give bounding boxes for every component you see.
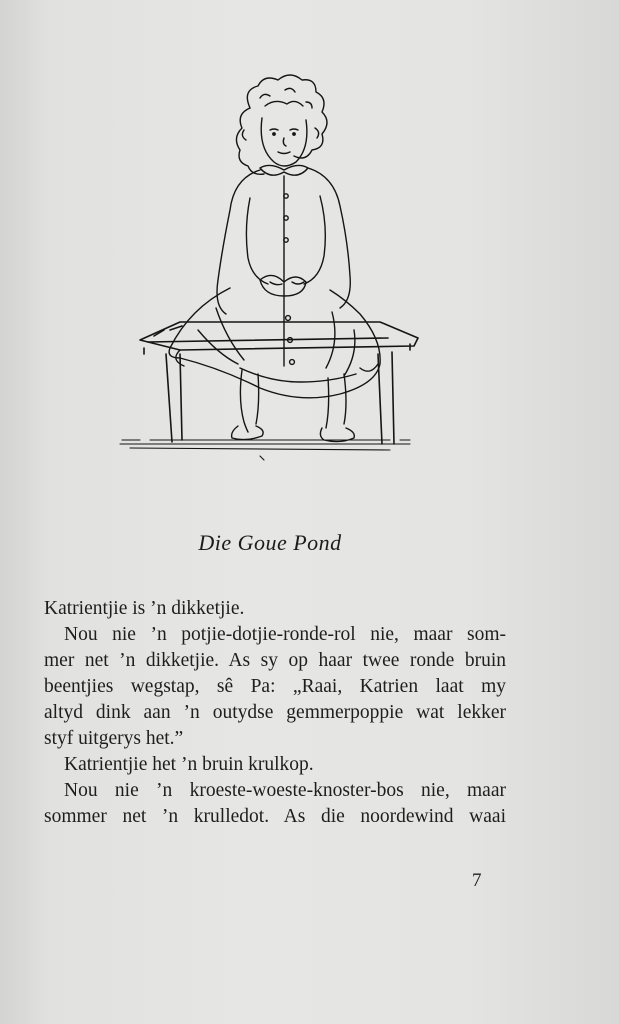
girl-on-bench-illustration <box>110 68 430 468</box>
skirt-icon <box>169 288 380 398</box>
text-line: altyd dink aan ’n outydse gemmerpoppie wat lekker <box>44 702 506 723</box>
text-line: mer net ’n dikketjie. As sy op haar twee ronde bruin <box>44 650 506 671</box>
text-line: Nou nie ’n potjie-dotjie-ronde-rol nie, maar som- <box>64 624 506 645</box>
ground-icon <box>120 440 410 460</box>
body-text <box>44 596 506 830</box>
text-line: Katrientjie is ’n dikketjie. <box>44 598 245 619</box>
page-number: 7 <box>472 870 482 891</box>
face-icon <box>261 118 307 166</box>
hair-icon <box>236 75 327 174</box>
text-line: sommer net ’n krulledot. As die noordewind waai <box>44 806 506 827</box>
text-line: Katrientjie het ’n bruin krulkop. <box>64 754 314 775</box>
dress-icon <box>217 168 350 366</box>
text-line: beentjies wegstap, sê Pa: „Raai, Katrien laat my <box>44 676 506 697</box>
legs-icon <box>232 370 355 442</box>
chapter-title: Die Goue Pond <box>198 530 342 555</box>
text-line: Nou nie ’n kroeste-woeste-knoster-bos nie, maar <box>64 780 506 801</box>
text-line: styf uitgerys het.” <box>44 728 184 749</box>
